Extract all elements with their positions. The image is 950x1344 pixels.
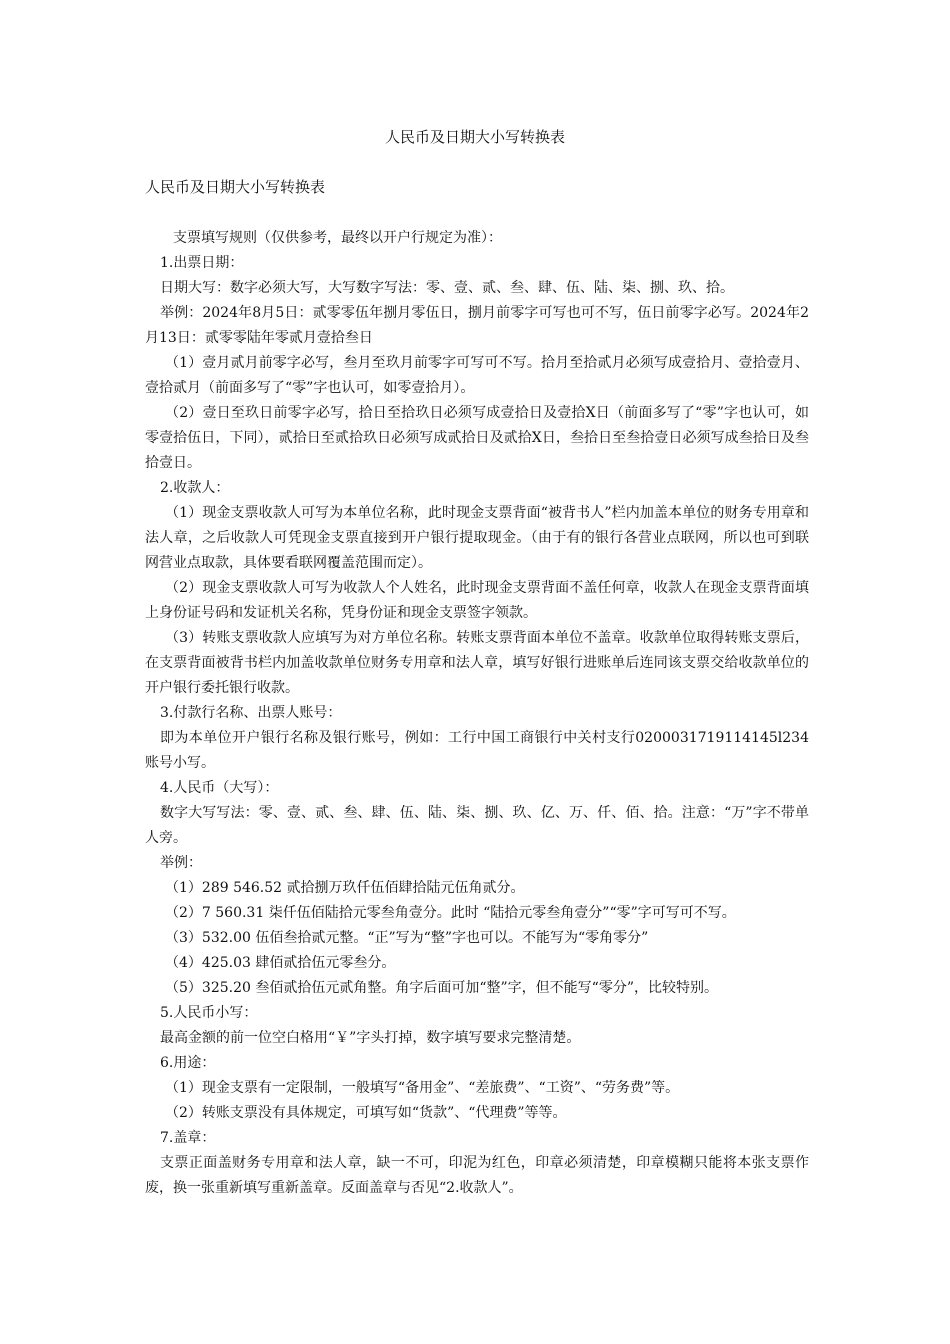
paragraph: 6.用途： (160, 1055, 216, 1071)
paragraph: 2.收款人： (160, 480, 230, 496)
paragraph: 举例：2024年8月5日：贰零零伍年捌月零伍日，捌月前零字可写也可不写，伍日前零字必写。2024年2月13日：贰零零陆年零贰月壹拾叁日 (145, 305, 809, 346)
paragraph: （2）7 560.31 柒仟伍佰陆拾元零叁角壹分。此时 “陆拾元零叁角壹分”“零”字可写可不写。 (165, 905, 736, 921)
paragraph: 举例： (160, 855, 202, 871)
paragraph: （3）532.00 伍佰叁拾贰元整。“正”写为“整”字也可以。不能写为“零角零分” (165, 930, 649, 946)
paragraph: （4）425.03 肆佰贰拾伍元零叁分。 (165, 955, 396, 971)
paragraph: （2）壹日至玖日前零字必写，拾日至拾玖日必须写成壹拾日及壹拾X日（前面多写了“零”字也认可，如零壹拾伍日，下同），贰拾日至贰拾玖日必须写成贰拾日及贰拾X日，叁拾日至叁拾壹日必须写成叁拾日及叁拾壹日。 (145, 405, 809, 471)
paragraph: 支票填写规则（仅供参考，最终以开户行规定为准）： (173, 230, 502, 246)
paragraph: （1）289 546.52 贰拾捌万玖仟伍佰肆拾陆元伍角贰分。 (165, 880, 525, 896)
paragraph: 5.人民币小写： (160, 1005, 258, 1021)
paragraph: 日期大写：数字必须大写，大写数字写法：零、壹、贰、叁、肆、伍、陆、柒、捌、玖、拾。 (160, 280, 734, 296)
section-heading: 人民币及日期大小写转换表 (145, 178, 326, 196)
page-title: 人民币及日期大小写转换表 (384, 128, 565, 146)
paragraph: 最高金额的前一位空白格用“￥”字头打掉，数字填写要求完整清楚。 (160, 1030, 581, 1046)
paragraph: （1）壹月贰月前零字必写，叁月至玖月前零字可写可不写。拾月至拾贰月必须写成壹拾月、壹拾壹月、壹拾贰月（前面多写了“零”字也认可，如零壹拾月）。 (145, 355, 809, 396)
paragraph: （2）现金支票收款人可写为收款人个人姓名，此时现金支票背面不盖任何章，收款人在现金支票背面填上身份证号码和发证机关名称，凭身份证和现金支票签字领款。 (145, 580, 809, 621)
paragraph: 3.付款行名称、出票人账号： (160, 705, 342, 721)
paragraph: （1）现金支票有一定限制，一般填写“备用金”、“差旅费”、“工资”、“劳务费”等。 (165, 1080, 680, 1096)
paragraph: 数字大写写法：零、壹、贰、叁、肆、伍、陆、柒、捌、玖、亿、万、仟、佰、拾。注意：“万”字不带单人旁。 (145, 805, 809, 846)
paragraph: 支票正面盖财务专用章和法人章，缺一不可，印泥为红色，印章必须清楚，印章模糊只能将本张支票作废，换一张重新填写重新盖章。反面盖章与否见“2.收款人”。 (145, 1155, 809, 1196)
document-body (145, 226, 809, 1201)
paragraph: 即为本单位开户银行名称及银行账号，例如：工行中国工商银行中关村支行0200031719114145l234账号小写。 (145, 730, 809, 771)
paragraph: （1）现金支票收款人可写为本单位名称，此时现金支票背面“被背书人”栏内加盖本单位的财务专用章和法人章，之后收款人可凭现金支票直接到开户银行提取现金。（由于有的银行各营业点联网，所以也可到联网营业点取款，具体要看联网覆盖范围而定）。 (145, 505, 809, 571)
paragraph: 1.出票日期： (160, 255, 244, 271)
paragraph: （2）转账支票没有具体规定，可填写如“货款”、“代理费”等等。 (165, 1105, 567, 1121)
paragraph: 4.人民币（大写）： (160, 780, 279, 796)
paragraph: 7.盖章： (160, 1130, 216, 1146)
paragraph: （3）转账支票收款人应填写为对方单位名称。转账支票背面本单位不盖章。收款单位取得转账支票后，在支票背面被背书栏内加盖收款单位财务专用章和法人章，填写好银行进账单后连同该支票交给收款单位的开户银行委托银行收款。 (145, 630, 809, 696)
paragraph: （5）325.20 叁佰贰拾伍元贰角整。角字后面可加“整”字，但不能写“零分”，比较特别。 (165, 980, 718, 996)
